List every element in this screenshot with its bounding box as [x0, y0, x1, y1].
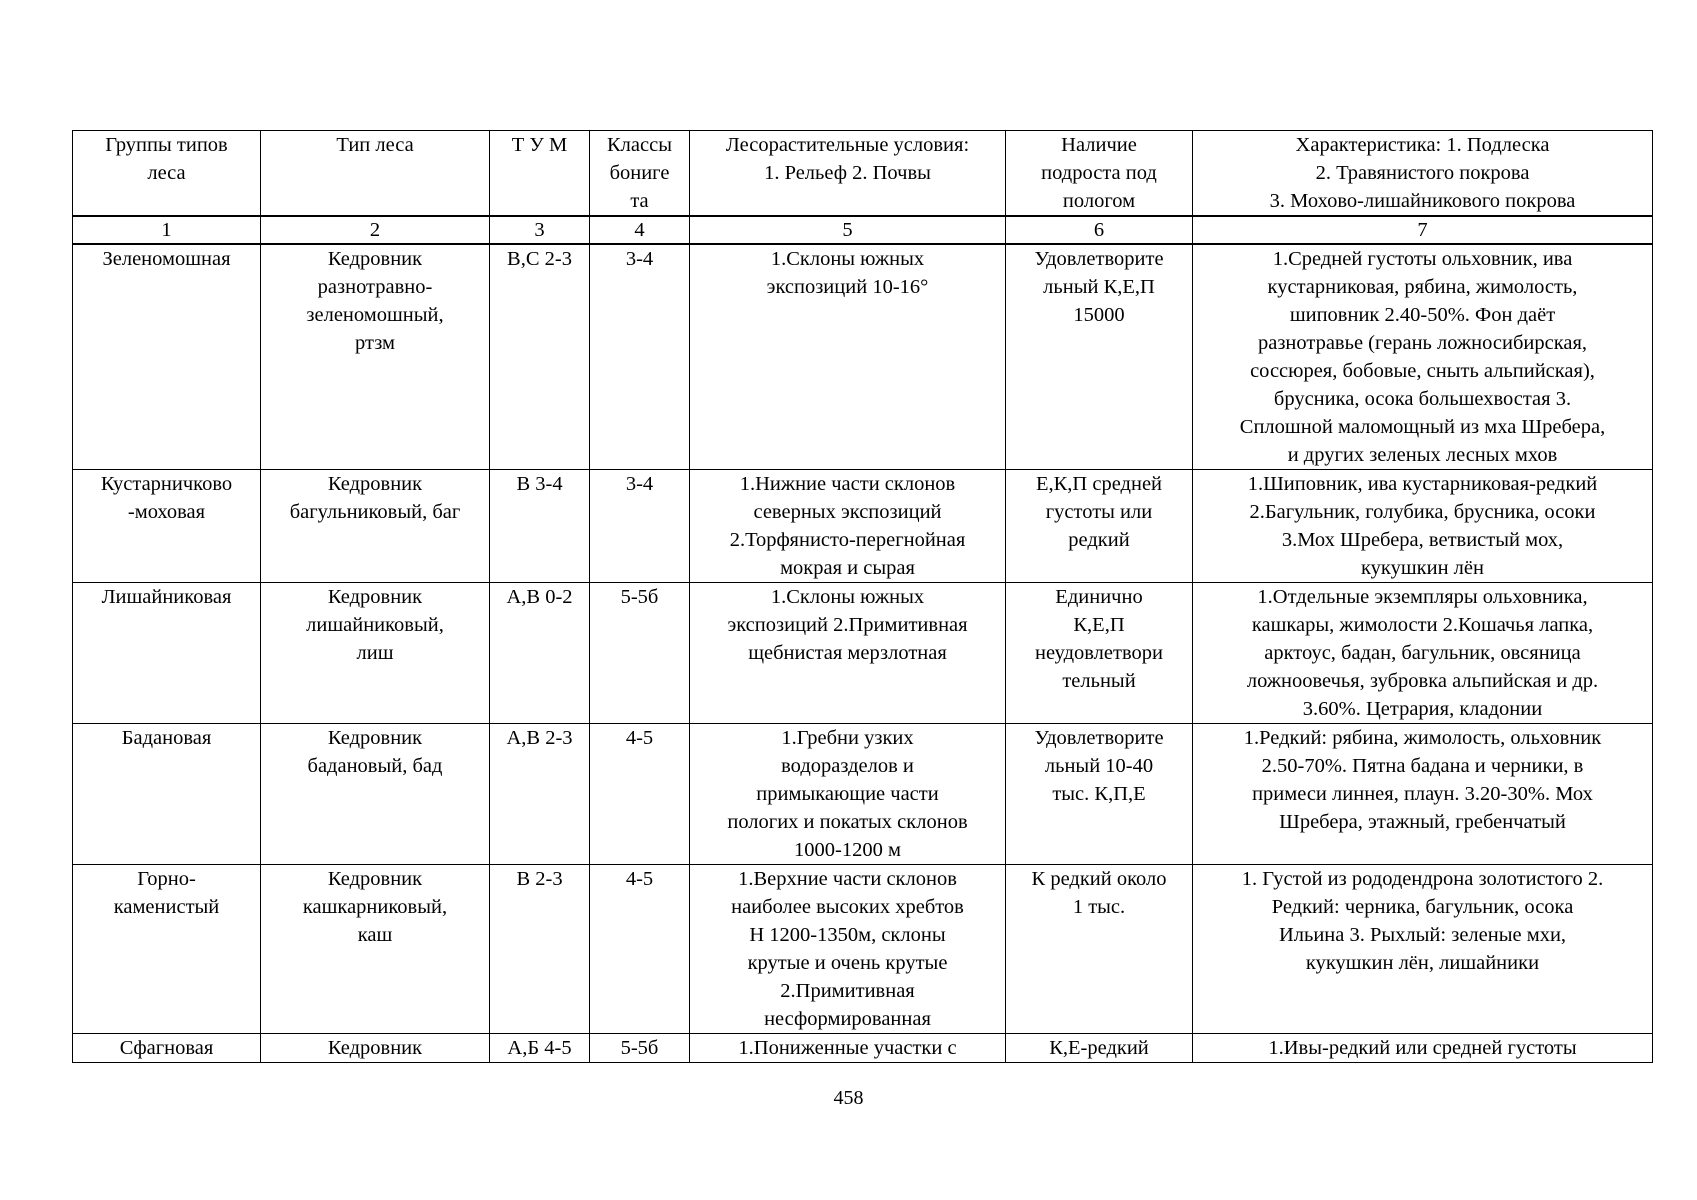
cell-line: Характеристика: 1. Подлеска: [1295, 134, 1550, 156]
cell-line: Удовлетворите: [1034, 248, 1164, 270]
cell-line: Классы: [607, 134, 672, 156]
cell-group: [73, 865, 261, 1034]
cell-line: разнотравье (герань ложносибирская,: [1257, 332, 1588, 354]
cell-characteristics: [1193, 470, 1653, 583]
cell-line: экспозиций 10-16°: [766, 276, 929, 298]
cell-line: Кедровник: [327, 473, 423, 495]
cell-line: 5-5б: [620, 586, 659, 608]
cell-line: Лесорастительные условия:: [725, 134, 970, 156]
cell-line: бониге: [609, 162, 670, 184]
cell-line: В,С 2-3: [507, 248, 572, 270]
page-number: 458: [833, 1087, 864, 1109]
cell-group: [73, 583, 261, 724]
cell-bonitet: [590, 470, 690, 583]
cell-line: примеси линнея, плаун. 3.20-30%. Мох: [1252, 783, 1593, 805]
cell-line: 3-4: [625, 473, 654, 495]
cell-line: та: [630, 190, 649, 212]
cell-conditions: [690, 583, 1006, 724]
table-header-row: [73, 131, 1653, 217]
header-cell-undergrowth: [1006, 131, 1193, 217]
cell-line: 3-4: [625, 248, 654, 270]
cell-tum: [490, 724, 590, 865]
cell-line: 3.Мох Шребера, ветвистый мох,: [1281, 529, 1564, 551]
cell-line: Кедровник: [327, 868, 423, 890]
cell-line: кукушкин лён, лишайники: [1305, 952, 1540, 974]
cell-line: Группы типов: [105, 134, 228, 156]
cell-line: соссюрея, бобовые, сныть альпийская),: [1250, 360, 1595, 382]
cell-line: пологом: [1062, 190, 1136, 212]
cell-undergrowth: [1006, 244, 1193, 470]
cell-line: зеленомошный,: [306, 304, 444, 326]
cell-line: наиболее высоких хребтов: [731, 896, 964, 918]
cell-line: 1.Верхние части склонов: [738, 868, 957, 890]
cell-line: кашкарниковый,: [302, 896, 448, 918]
cell-line: К,Е,П: [1073, 614, 1125, 636]
column-number-cell: 4: [590, 216, 690, 244]
cell-group: [73, 1034, 261, 1063]
cell-line: К редкий около: [1031, 868, 1167, 890]
cell-line: арктоус, бадан, багульник, овсяница: [1264, 642, 1581, 664]
cell-line: багульниковый, баг: [289, 501, 461, 523]
cell-line: Ильина 3. Рыхлый: зеленые мхи,: [1278, 924, 1567, 946]
cell-line: тыс. К,П,Е: [1052, 783, 1146, 805]
cell-bonitet: [590, 724, 690, 865]
cell-line: 2.50-70%. Пятна бадана и черники, в: [1261, 755, 1584, 777]
cell-line: Горно-: [137, 868, 196, 890]
cell-line: 15000: [1073, 304, 1125, 326]
cell-line: льный 10-40: [1044, 755, 1154, 777]
cell-line: 1.Ивы-редкий или средней густоты: [1268, 1037, 1577, 1059]
header-cell-tum: [490, 131, 590, 217]
cell-forest-type: [261, 1034, 490, 1063]
cell-tum: [490, 583, 590, 724]
cell-line: Удовлетворите: [1034, 727, 1164, 749]
cell-line: каменистый: [113, 896, 220, 918]
column-number-row: [73, 216, 1653, 244]
cell-line: Е,К,П средней: [1035, 473, 1163, 495]
cell-forest-type: [261, 724, 490, 865]
cell-line: Сфагновая: [119, 1037, 214, 1059]
cell-conditions: [690, 470, 1006, 583]
cell-line: 2.Багульник, голубика, брусника, осоки: [1249, 501, 1596, 523]
table-row: [73, 865, 1653, 1034]
cell-line: 4-5: [625, 727, 654, 749]
cell-tum: [490, 470, 590, 583]
cell-line: густоты или: [1045, 501, 1153, 523]
cell-line: и других зеленых лесных мхов: [1287, 444, 1558, 466]
cell-line: А,В 2-3: [506, 727, 573, 749]
cell-conditions: [690, 724, 1006, 865]
cell-line: А,В 0-2: [506, 586, 573, 608]
cell-group: [73, 244, 261, 470]
cell-line: Сплошной маломощный из мха Шребера,: [1239, 416, 1606, 438]
cell-line: ложноовечья, зубровка альпийская и др.: [1246, 670, 1599, 692]
header-cell-conditions: [690, 131, 1006, 217]
cell-line: каш: [357, 924, 393, 946]
forest-types-table: [72, 130, 1653, 1063]
cell-line: лишайниковый,: [306, 614, 444, 636]
cell-line: 1.Гребни узких: [781, 727, 914, 749]
cell-undergrowth: [1006, 724, 1193, 865]
cell-line: Наличие: [1061, 134, 1137, 156]
cell-line: брусника, осока большехвостая 3.: [1273, 388, 1572, 410]
cell-line: Кустарничково: [100, 473, 233, 495]
cell-line: Бадановая: [121, 727, 212, 749]
cell-characteristics: [1193, 244, 1653, 470]
table-row: [73, 470, 1653, 583]
cell-forest-type: [261, 244, 490, 470]
cell-line: водоразделов и: [781, 755, 914, 777]
column-number-cell: 6: [1006, 216, 1193, 244]
cell-line: 1.Средней густоты ольховник, ива: [1272, 248, 1573, 270]
cell-line: примыкающие части: [756, 783, 939, 805]
cell-group: [73, 470, 261, 583]
cell-conditions: [690, 1034, 1006, 1063]
cell-undergrowth: [1006, 865, 1193, 1034]
column-number-cell: 5: [690, 216, 1006, 244]
cell-line: ртзм: [355, 332, 395, 354]
cell-line: 1000-1200 м: [794, 839, 901, 861]
cell-undergrowth: [1006, 470, 1193, 583]
cell-line: 2.Примитивная: [780, 980, 915, 1002]
cell-group: [73, 724, 261, 865]
cell-line: кашкары, жимолости 2.Кошачья лапка,: [1251, 614, 1594, 636]
cell-line: 2. Травянистого покрова: [1315, 162, 1530, 184]
table-row: [73, 244, 1653, 470]
cell-line: -моховая: [127, 501, 206, 523]
cell-line: разнотравно-: [317, 276, 433, 298]
cell-tum: [490, 1034, 590, 1063]
cell-line: А,Б 4-5: [507, 1037, 572, 1059]
cell-line: щебнистая мерзлотная: [748, 642, 947, 664]
column-number-cell: 7: [1193, 216, 1653, 244]
cell-line: пологих и покатых склонов: [727, 811, 968, 833]
cell-bonitet: [590, 244, 690, 470]
cell-characteristics: [1193, 583, 1653, 724]
cell-line: Шребера, этажный, гребенчатый: [1279, 811, 1566, 833]
cell-line: несформированная: [764, 1008, 931, 1030]
cell-line: редкий: [1068, 529, 1130, 551]
cell-line: 2.Торфянисто-перегнойная: [729, 529, 966, 551]
cell-line: подроста под: [1041, 162, 1157, 184]
cell-bonitet: [590, 1034, 690, 1063]
cell-line: 1.Склоны южных: [770, 586, 925, 608]
cell-tum: [490, 865, 590, 1034]
cell-line: крутые и очень крутые: [747, 952, 948, 974]
cell-line: 1.Шиповник, ива кустарниковая-редкий: [1247, 473, 1598, 495]
header-cell-group: [73, 131, 261, 217]
cell-line: Тип леса: [336, 134, 414, 156]
cell-forest-type: [261, 865, 490, 1034]
cell-line: шиповник 2.40-50%. Фон даёт: [1289, 304, 1556, 326]
column-number-cell: 1: [73, 216, 261, 244]
cell-conditions: [690, 244, 1006, 470]
cell-line: Кедровник: [327, 586, 423, 608]
cell-line: В 2-3: [516, 868, 563, 890]
cell-line: тельный: [1062, 670, 1136, 692]
cell-conditions: [690, 865, 1006, 1034]
cell-line: Кедровник: [327, 248, 423, 270]
cell-line: леса: [147, 162, 186, 184]
table-row: [73, 724, 1653, 865]
cell-line: неудовлетвори: [1035, 642, 1163, 664]
cell-line: северных экспозиций: [753, 501, 942, 523]
column-number-cell: 3: [490, 216, 590, 244]
cell-bonitet: [590, 865, 690, 1034]
cell-line: Редкий: черника, багульник, осока: [1271, 896, 1574, 918]
cell-undergrowth: [1006, 1034, 1193, 1063]
cell-line: 5-5б: [620, 1037, 659, 1059]
header-cell-bonitet: [590, 131, 690, 217]
cell-forest-type: [261, 470, 490, 583]
cell-line: кукушкин лён: [1361, 557, 1484, 579]
cell-line: 1.Отдельные экземпляры ольховника,: [1257, 586, 1588, 608]
cell-line: В 3-4: [516, 473, 563, 495]
cell-line: мокрая и сырая: [780, 557, 915, 579]
cell-line: Кедровник: [327, 727, 423, 749]
cell-line: 1.Редкий: рябина, жимолость, ольховник: [1243, 727, 1602, 749]
cell-line: 1.Склоны южных: [770, 248, 925, 270]
cell-characteristics: [1193, 724, 1653, 865]
cell-line: 1 тыс.: [1072, 896, 1126, 918]
cell-line: Зеленомошная: [102, 248, 231, 270]
cell-line: 3. Мохово-лишайникового покрова: [1269, 190, 1576, 212]
cell-tum: [490, 244, 590, 470]
table-row: [73, 583, 1653, 724]
cell-line: 3.60%. Цетрария, кладонии: [1302, 698, 1543, 720]
cell-undergrowth: [1006, 583, 1193, 724]
cell-line: Кедровник: [327, 1037, 423, 1059]
cell-line: Н 1200-1350м, склоны: [749, 924, 946, 946]
cell-line: Лишайниковая: [101, 586, 232, 608]
cell-line: 4-5: [625, 868, 654, 890]
cell-line: кустарниковая, рябина, жимолость,: [1267, 276, 1578, 298]
cell-bonitet: [590, 583, 690, 724]
cell-line: 1.Пониженные участки с: [738, 1037, 957, 1059]
cell-line: 1. Рельеф 2. Почвы: [764, 162, 931, 184]
header-cell-characteristics: [1193, 131, 1653, 217]
column-number-cell: 2: [261, 216, 490, 244]
cell-line: 1.Нижние части склонов: [739, 473, 956, 495]
cell-line: К,Е-редкий: [1049, 1037, 1149, 1059]
cell-forest-type: [261, 583, 490, 724]
header-cell-forest-type: [261, 131, 490, 217]
cell-line: Т У М: [511, 134, 568, 156]
cell-line: экспозиций 2.Примитивная: [727, 614, 968, 636]
cell-line: льный К,Е,П: [1043, 276, 1155, 298]
cell-line: бадановый, бад: [307, 755, 443, 777]
cell-characteristics: [1193, 865, 1653, 1034]
cell-line: лиш: [356, 642, 394, 664]
cell-characteristics: [1193, 1034, 1653, 1063]
cell-line: Единично: [1055, 586, 1143, 608]
cell-line: 1. Густой из рододендрона золотистого 2.: [1241, 868, 1604, 890]
table-row: [73, 1034, 1653, 1063]
